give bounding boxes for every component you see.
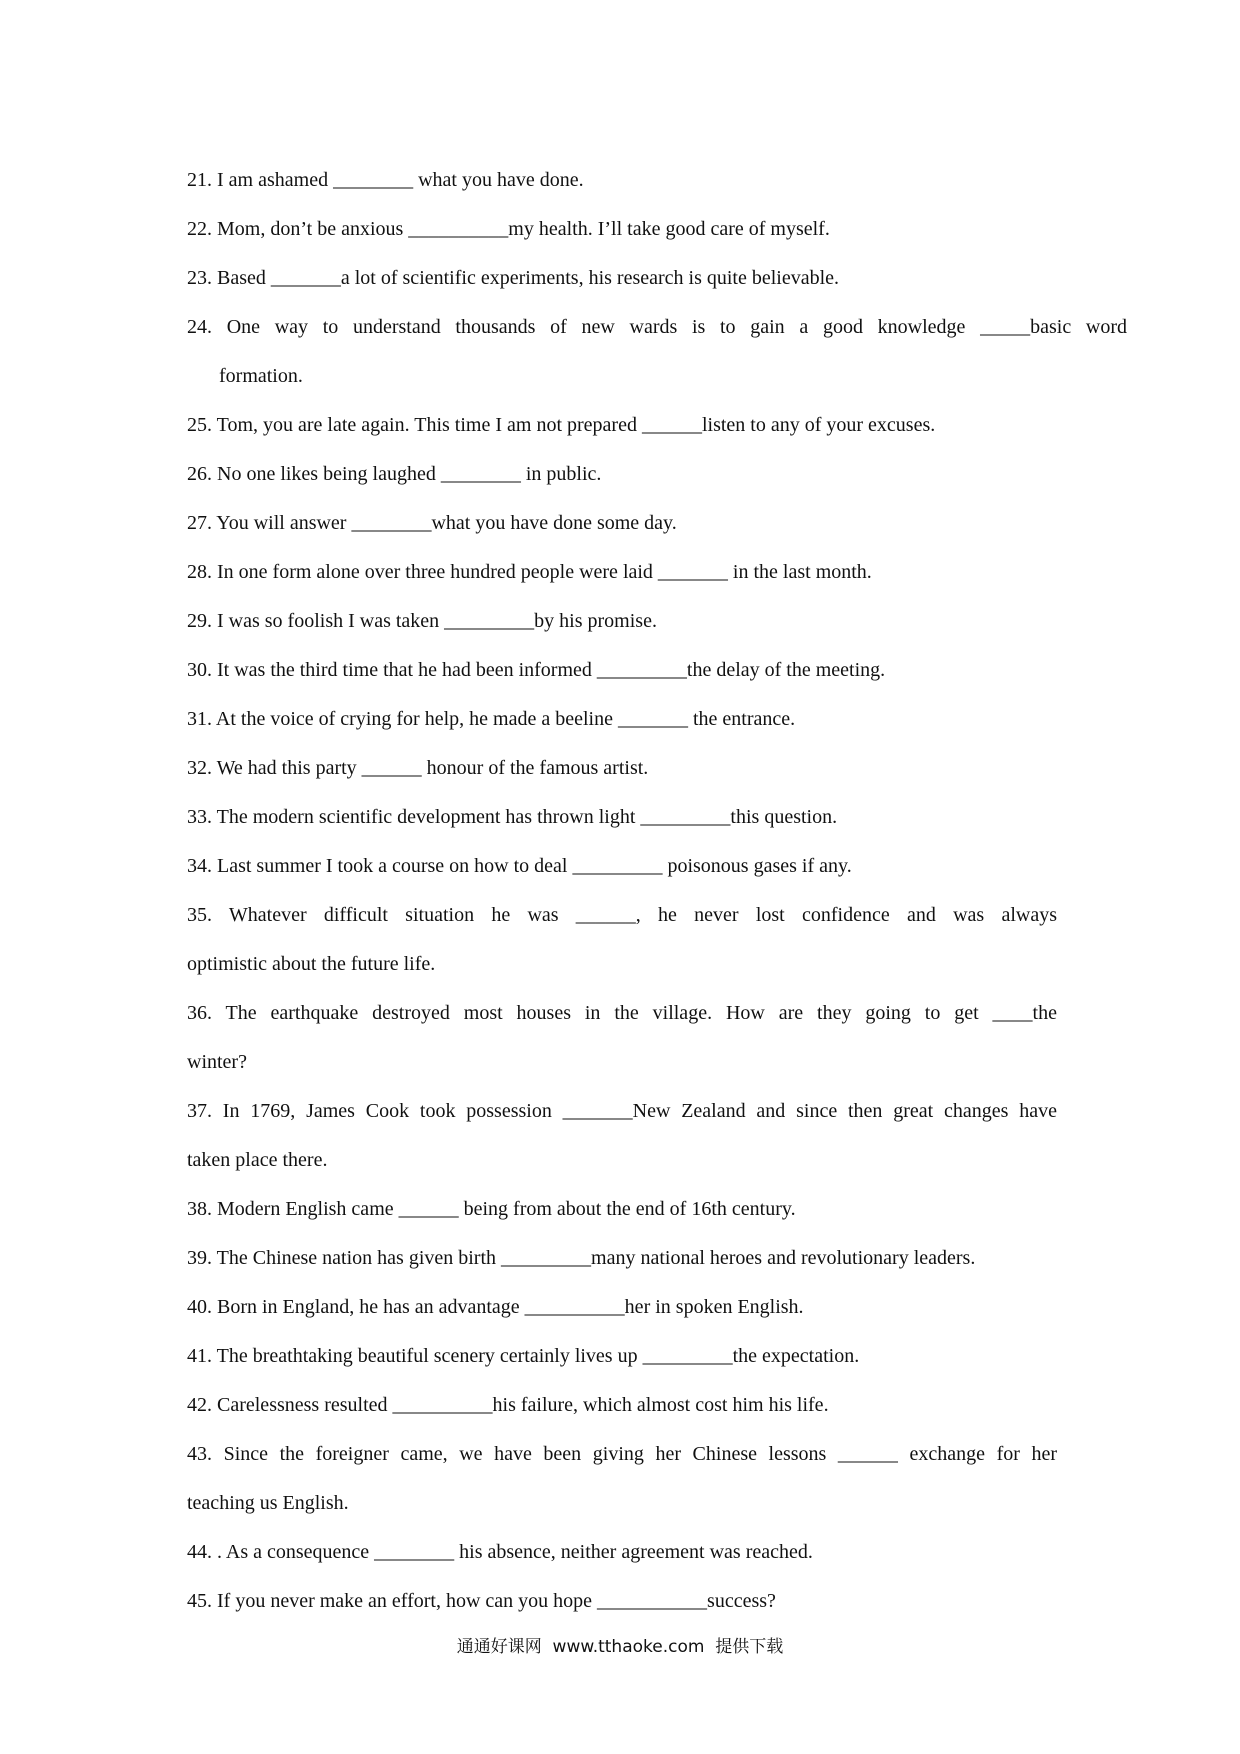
question-36: 36. The earthquake destroyed most houses in the village. How are they going to get ____the	[187, 1002, 1057, 1024]
question-39: 39. The Chinese nation has given birth _________many national heroes and revolutionary leaders.	[187, 1247, 976, 1269]
question-26: 26. No one likes being laughed ________ in public.	[187, 463, 602, 485]
question-37: 37. In 1769, James Cook took possession _______New Zealand and since then great changes have	[187, 1100, 1057, 1122]
question-34: 34. Last summer I took a course on how to deal _________ poisonous gases if any.	[187, 855, 852, 877]
question-24-continuation: formation.	[219, 365, 303, 387]
question-38: 38. Modern English came ______ being from about the end of 16th century.	[187, 1198, 796, 1220]
question-27: 27. You will answer ________what you have done some day.	[187, 512, 677, 534]
question-43-continuation: teaching us English.	[187, 1492, 349, 1514]
question-32: 32. We had this party ______ honour of the famous artist.	[187, 757, 649, 779]
question-list	[187, 156, 1127, 1626]
question-21: 21. I am ashamed ________ what you have done.	[187, 169, 584, 191]
question-42: 42. Carelessness resulted __________his failure, which almost cost him his life.	[187, 1394, 829, 1416]
question-36-continuation: winter?	[187, 1051, 247, 1073]
question-23: 23. Based _______a lot of scientific experiments, his research is quite believable.	[187, 267, 840, 289]
question-44: 44. . As a consequence ________ his absence, neither agreement was reached.	[187, 1541, 813, 1563]
question-45: 45. If you never make an effort, how can you hope ___________success?	[187, 1590, 776, 1612]
question-37-continuation: taken place there.	[187, 1149, 328, 1171]
question-22: 22. Mom, don’t be anxious __________my health. I’ll take good care of myself.	[187, 218, 830, 240]
question-41: 41. The breathtaking beautiful scenery certainly lives up _________the expectation.	[187, 1345, 860, 1367]
question-35-continuation: optimistic about the future life.	[187, 953, 436, 975]
question-25: 25. Tom, you are late again. This time I am not prepared ______listen to any of your excuses.	[187, 414, 936, 436]
question-28: 28. In one form alone over three hundred people were laid _______ in the last month.	[187, 561, 872, 583]
page-footer: 通通好课网 www.tthaoke.com 提供下载	[456, 1637, 784, 1657]
question-29: 29. I was so foolish I was taken _________by his promise.	[187, 610, 657, 632]
question-40: 40. Born in England, he has an advantage __________her in spoken English.	[187, 1296, 804, 1318]
question-35: 35. Whatever difficult situation he was ______, he never lost confidence and was always	[187, 904, 1057, 926]
question-31: 31. At the voice of crying for help, he made a beeline _______ the entrance.	[187, 708, 796, 730]
question-24: 24. One way to understand thousands of new wards is to gain a good knowledge _____basic word	[187, 316, 1127, 338]
question-30: 30. It was the third time that he had been informed _________the delay of the meeting.	[187, 659, 886, 681]
question-43: 43. Since the foreigner came, we have been giving her Chinese lessons ______ exchange for her	[187, 1443, 1057, 1465]
question-33: 33. The modern scientific development has thrown light _________this question.	[187, 806, 838, 828]
